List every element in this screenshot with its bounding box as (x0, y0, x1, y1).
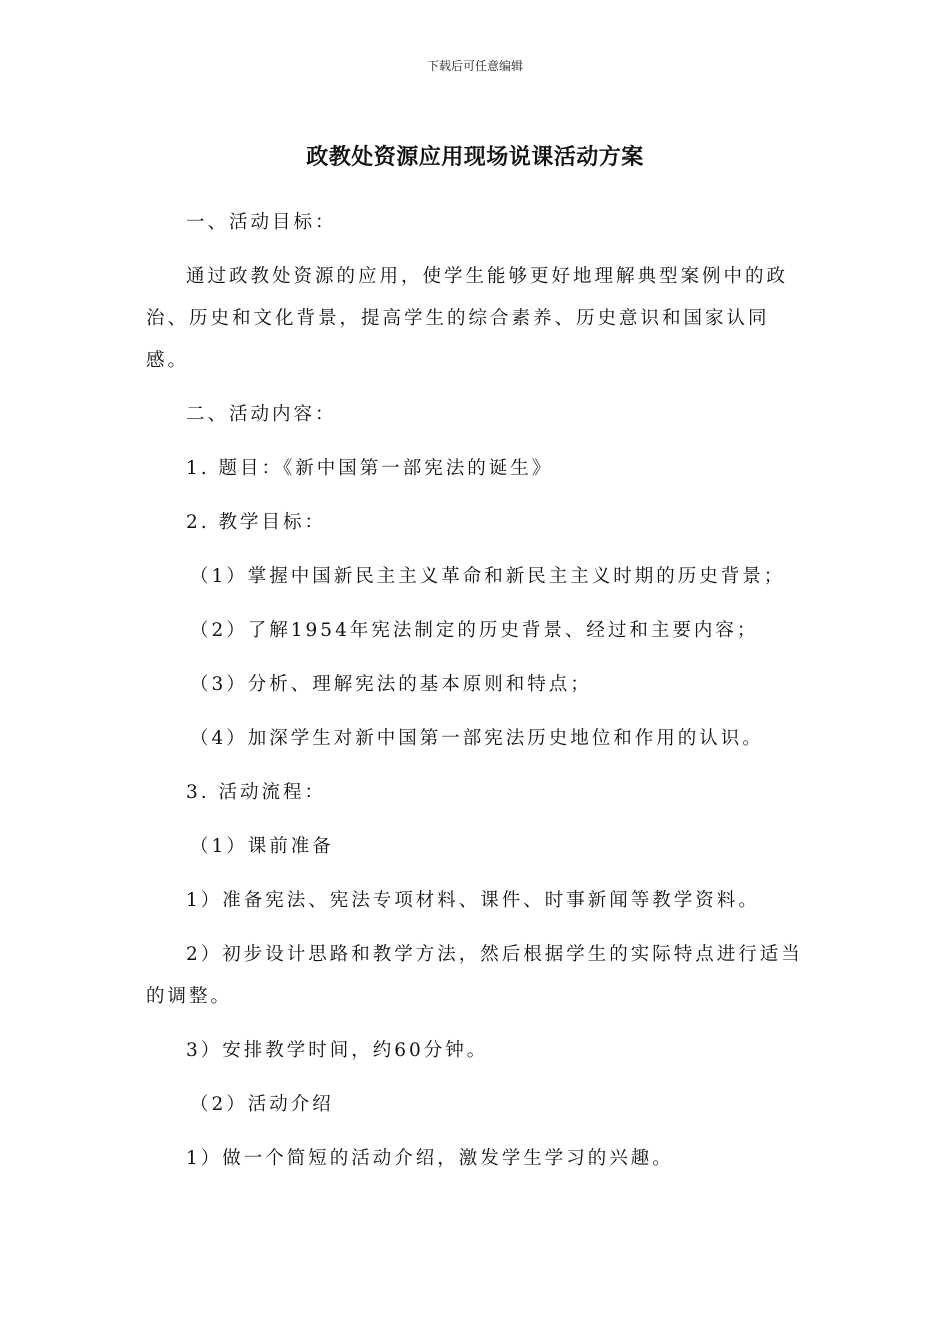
item-activity-flow: 3. 活动流程： (186, 782, 327, 803)
item-teaching-goals: 2. 教学目标： (186, 512, 327, 533)
teaching-goal-3: （3）分析、理解宪法的基本原则和特点； (190, 674, 592, 695)
preparation-item-2: 2）初步设计思路和教学方法，然后根据学生的实际特点进行适当的调整。 (146, 944, 803, 1007)
goals-paragraph: 通过政教处资源的应用，使学生能够更好地理解典型案例中的政治、历史和文化背景，提高学生的综合素养、历史意识和国家认同感。 (146, 266, 789, 371)
document-body (146, 202, 811, 1192)
section-heading-content: 二、活动内容： (186, 404, 337, 425)
teaching-goal-4: （4）加深学生对新中国第一部宪法历史地位和作用的认识。 (190, 728, 764, 749)
flow-step-introduction: （2）活动介绍 (190, 1094, 334, 1115)
item-topic: 1. 题目：《新中国第一部宪法的诞生》 (186, 458, 554, 479)
flow-step-preparation: （1）课前准备 (190, 836, 334, 857)
preparation-item-3: 3）安排教学时间，约60分钟。 (186, 1040, 489, 1061)
teaching-goal-1: （1）掌握中国新民主主义革命和新民主主义时期的历史背景； (190, 566, 786, 587)
document-title: 政教处资源应用现场说课活动方案 (306, 145, 644, 170)
teaching-goal-2: （2）了解1954年宪法制定的历史背景、经过和主要内容； (190, 620, 759, 641)
introduction-item-1: 1）做一个简短的活动介绍，激发学生学习的兴趣。 (186, 1148, 674, 1169)
header-note: 下载后可任意编辑 (426, 59, 523, 73)
preparation-item-1: 1）准备宪法、宪法专项材料、课件、时事新闻等教学资料。 (186, 890, 760, 911)
section-heading-goals: 一、活动目标： (186, 212, 337, 233)
